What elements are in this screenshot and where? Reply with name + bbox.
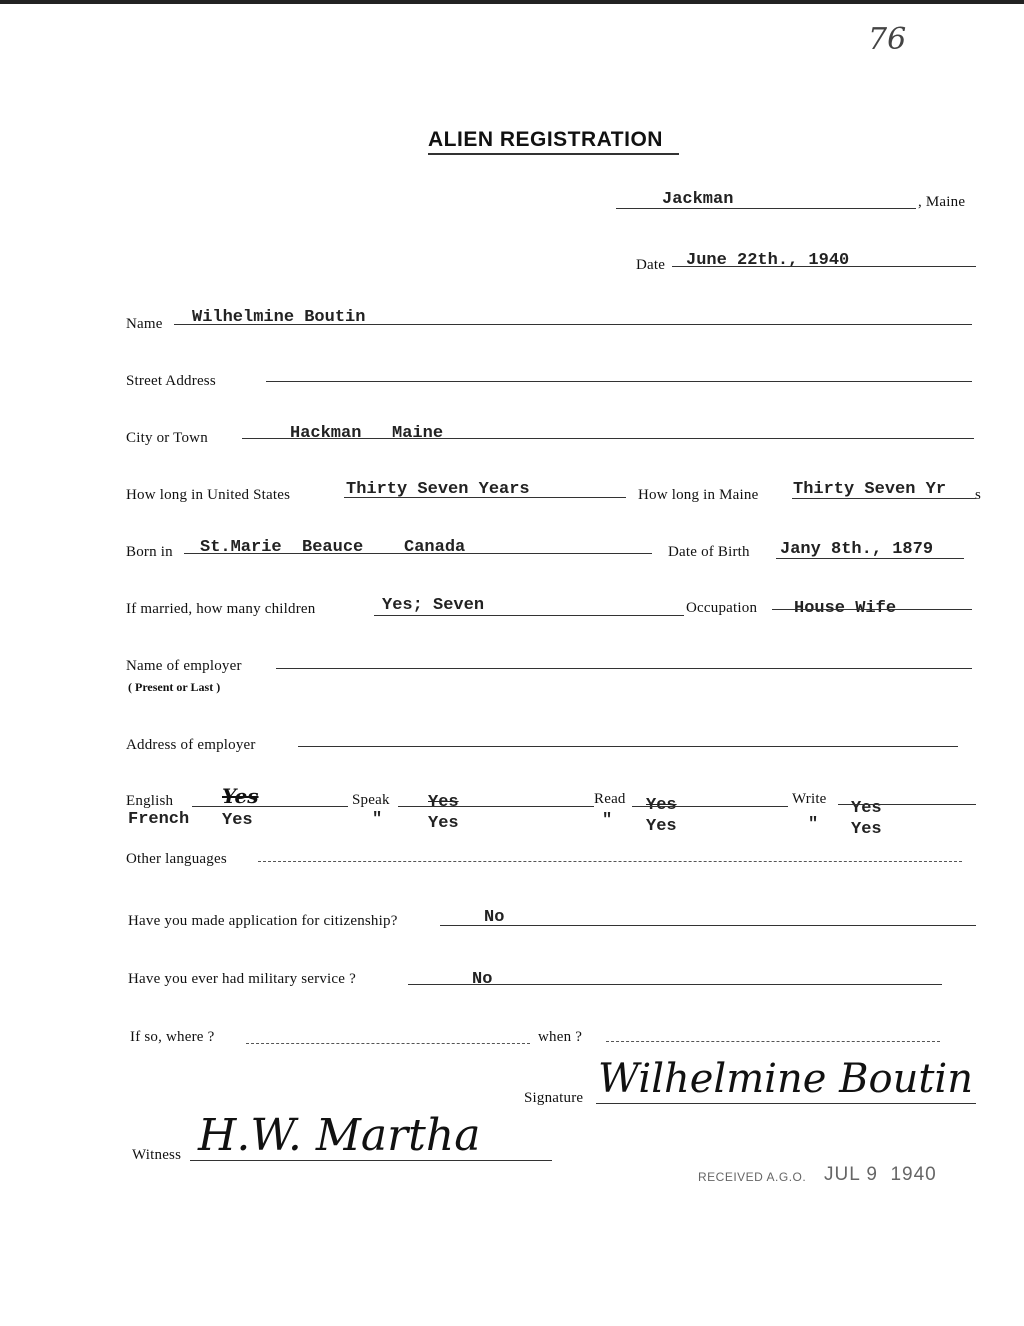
city-label: City or Town	[126, 430, 208, 446]
born-line	[184, 553, 652, 554]
street-label: Street Address	[126, 373, 216, 389]
received-date: JUL 9 1940	[824, 1164, 937, 1185]
date-value: June 22th., 1940	[686, 251, 850, 270]
read-line	[632, 806, 788, 807]
write-label: Write	[792, 791, 827, 807]
children-line	[374, 615, 684, 616]
city-line	[242, 438, 974, 439]
read-label: Read	[594, 791, 626, 807]
how-long-maine-line	[792, 498, 976, 499]
signature-value: Wilhelmine Boutin	[598, 1056, 973, 1102]
french-label: French	[128, 810, 190, 829]
when-line	[606, 1041, 940, 1042]
town-line	[616, 208, 916, 209]
date-label: Date	[636, 257, 666, 273]
speak-line	[398, 806, 594, 807]
english-label: English	[126, 793, 174, 809]
how-long-us-label: How long in United States	[126, 487, 291, 503]
town-value: Jackman	[662, 190, 734, 209]
french-write-value: Yes	[851, 820, 882, 839]
witness-label: Witness	[132, 1147, 182, 1163]
how-long-us-value: Thirty Seven Years	[346, 480, 530, 499]
english-line	[192, 806, 348, 807]
date-line	[672, 266, 976, 267]
name-label: Name	[126, 316, 163, 332]
page-number: 76	[868, 22, 907, 57]
employer-label: Name of employer	[126, 658, 242, 674]
born-value: St.Marie Beauce Canada	[200, 538, 466, 557]
military-label: Have you ever had military service ?	[128, 971, 356, 987]
occupation-label: Occupation	[686, 600, 758, 616]
military-value: No	[472, 970, 493, 989]
french-value: Yes	[222, 811, 253, 830]
employer-sublabel: ( Present or Last )	[128, 680, 221, 694]
citizenship-label: Have you made application for citizenship?	[128, 913, 398, 929]
received-stamp: RECEIVED A.G.O.	[698, 1170, 807, 1184]
signature-line	[596, 1103, 976, 1104]
english-read-value: Yes	[646, 796, 677, 815]
state-label: , Maine	[918, 194, 966, 210]
city-value: Hackman Maine	[290, 424, 444, 443]
children-value: Yes; Seven	[382, 596, 485, 615]
where-line	[246, 1043, 530, 1044]
french-speak-value: Yes	[428, 814, 459, 833]
english-value: Yes	[222, 784, 259, 808]
employer-line	[276, 668, 972, 669]
ditto-read: "	[602, 811, 613, 830]
witness-value: H.W. Martha	[198, 1110, 481, 1161]
other-languages-label: Other languages	[126, 851, 227, 867]
witness-line	[190, 1160, 552, 1161]
french-read-value: Yes	[646, 817, 677, 836]
how-long-maine-value: Thirty Seven Yr	[793, 480, 947, 499]
ditto-speak: "	[372, 810, 383, 829]
how-long-us-line	[344, 497, 626, 498]
signature-label: Signature	[524, 1090, 584, 1106]
occupation-value: House Wife	[794, 599, 897, 618]
when-label: when ?	[538, 1029, 583, 1045]
write-line	[838, 804, 976, 805]
form-title: ALIEN REGISTRATION	[428, 128, 663, 151]
ditto-write: "	[808, 815, 819, 834]
children-label: If married, how many children	[126, 601, 316, 617]
street-line	[266, 381, 972, 382]
dob-line	[776, 558, 964, 559]
english-write-value: Yes	[851, 799, 882, 818]
occupation-line	[772, 609, 972, 610]
english-speak-value: Yes	[428, 793, 459, 812]
name-value: Wilhelmine Boutin	[192, 308, 366, 327]
military-line	[408, 984, 942, 985]
how-long-maine-suffix: s	[975, 487, 982, 503]
name-line	[174, 324, 972, 325]
top-border	[0, 0, 1024, 4]
where-label: If so, where ?	[130, 1029, 215, 1045]
title-underline	[428, 153, 679, 155]
how-long-maine-label: How long in Maine	[638, 487, 759, 503]
citizenship-line	[440, 925, 976, 926]
dob-value: Jany 8th., 1879	[780, 540, 934, 559]
born-label: Born in	[126, 544, 173, 560]
employer-address-line	[298, 746, 958, 747]
speak-label: Speak	[352, 792, 390, 808]
dob-label: Date of Birth	[668, 544, 750, 560]
employer-address-label: Address of employer	[126, 737, 256, 753]
citizenship-value: No	[484, 908, 505, 927]
other-languages-line	[258, 861, 962, 862]
